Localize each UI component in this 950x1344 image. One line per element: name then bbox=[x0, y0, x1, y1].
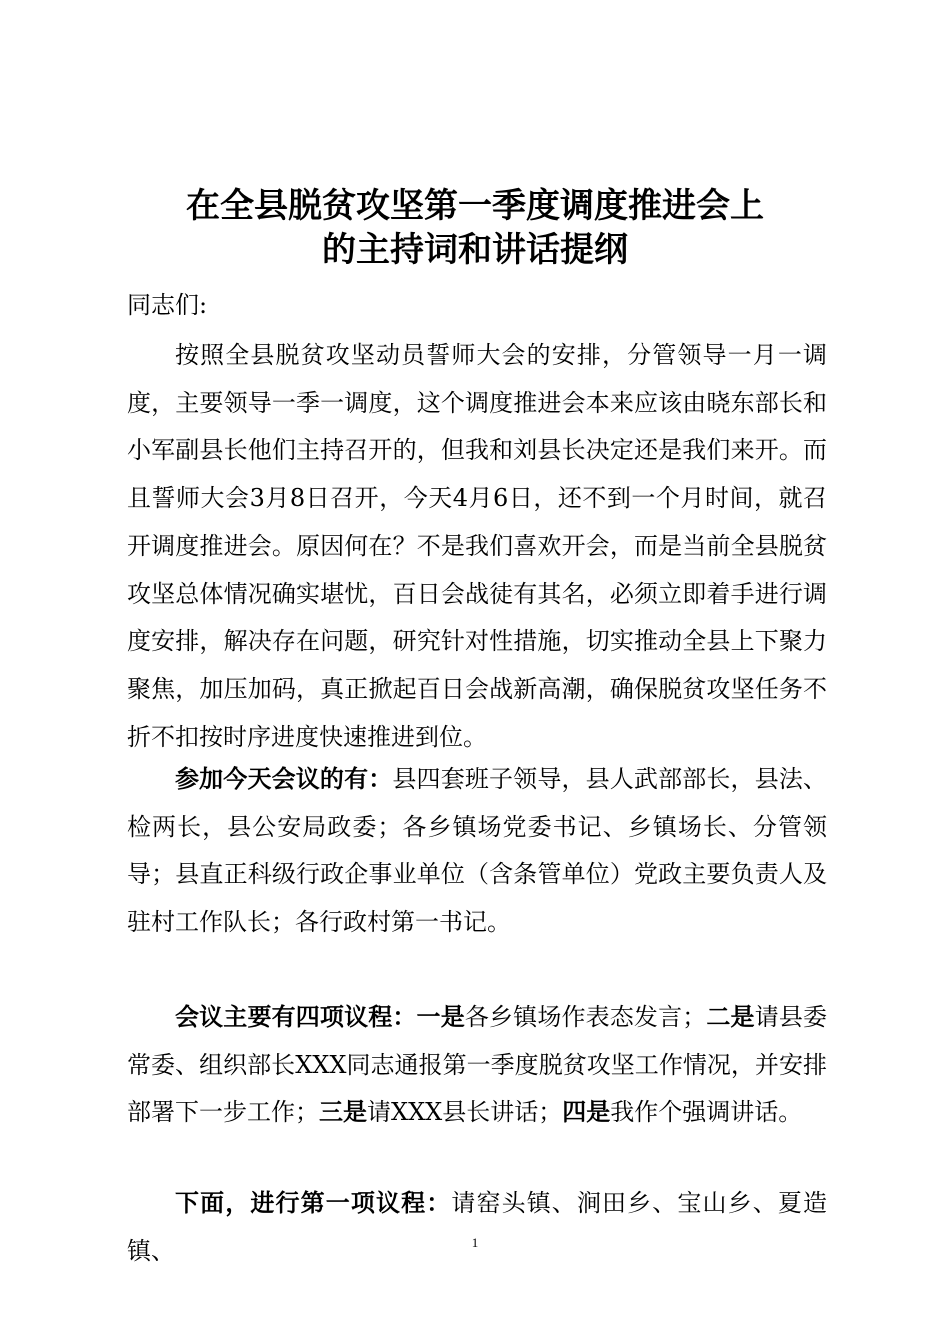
agenda-item4-label: 四是 bbox=[562, 1098, 611, 1127]
agenda-item1-label: 一是 bbox=[416, 1003, 465, 1031]
agenda-item2-text: 请县委常委、组织部长XXX同志通报第一季度脱贫攻坚工作情况，并安排部署下一步工作； bbox=[127, 1003, 828, 1127]
attendees-text: 县四套班子领导，县人武部部长，县法、检两长，县公安局政委；各乡镇场党委书记、乡镇场长、分管领导；县直正科级行政企事业单位（含条管单位）党政主要负责人及驻村工作队长；各行政村第一书记。 bbox=[127, 765, 828, 937]
first-item-label: 下面，进行第一项议程： bbox=[175, 1189, 452, 1217]
salutation: 同志们: bbox=[127, 291, 208, 319]
paragraph-agenda bbox=[127, 994, 827, 1137]
document-title-line-1: 在全县脱贫攻坚第一季度调度推进会上 bbox=[186, 186, 764, 226]
agenda-item3-label: 三是 bbox=[319, 1098, 367, 1127]
agenda-item2-label: 二是 bbox=[706, 1003, 755, 1031]
paragraph-first-item bbox=[127, 1180, 827, 1275]
agenda-label: 会议主要有四项议程： bbox=[175, 1003, 417, 1031]
first-item-text: 请窑头镇、涧田乡、宝山乡、夏造镇、 bbox=[127, 1189, 828, 1265]
paragraph-opening: 按照全县脱贫攻坚动员誓师大会的安排，分管领导一月一调度，主要领导一季一调度，这个调度推进会本来应该由晓东部长和小军副县长他们主持召开的，但我和刘县长决定还是我们来开。而且誓师大会3月8日召开，今天4月6日，还不到一个月时间，就召开调度推进会。原因何在？不是我们喜欢开会，而是当前全县脱贫攻坚总体情况确实堪忧，百日会战徒有其名，必须立即着手进行调度安排，解决存在问题，研究针对性措施，切实推动全县上下聚力聚焦，加压加码，真正掀起百日会战新高潮，确保脱贫攻坚任务不折不扣按时序进度快速推进到位。 bbox=[127, 341, 827, 751]
attendees-label: 参加今天会议的有： bbox=[175, 765, 393, 793]
document-title-line-2: 的主持词和讲话提纲 bbox=[322, 230, 628, 270]
paragraph-attendees bbox=[127, 756, 827, 947]
agenda-item4-text: 我作个强调讲话。 bbox=[610, 1098, 803, 1127]
agenda-item3-text: 请XXX县长讲话； bbox=[367, 1098, 563, 1127]
agenda-item1-text: 各乡镇场作表态发言； bbox=[464, 1003, 707, 1031]
page-number: 1 bbox=[471, 1235, 479, 1250]
